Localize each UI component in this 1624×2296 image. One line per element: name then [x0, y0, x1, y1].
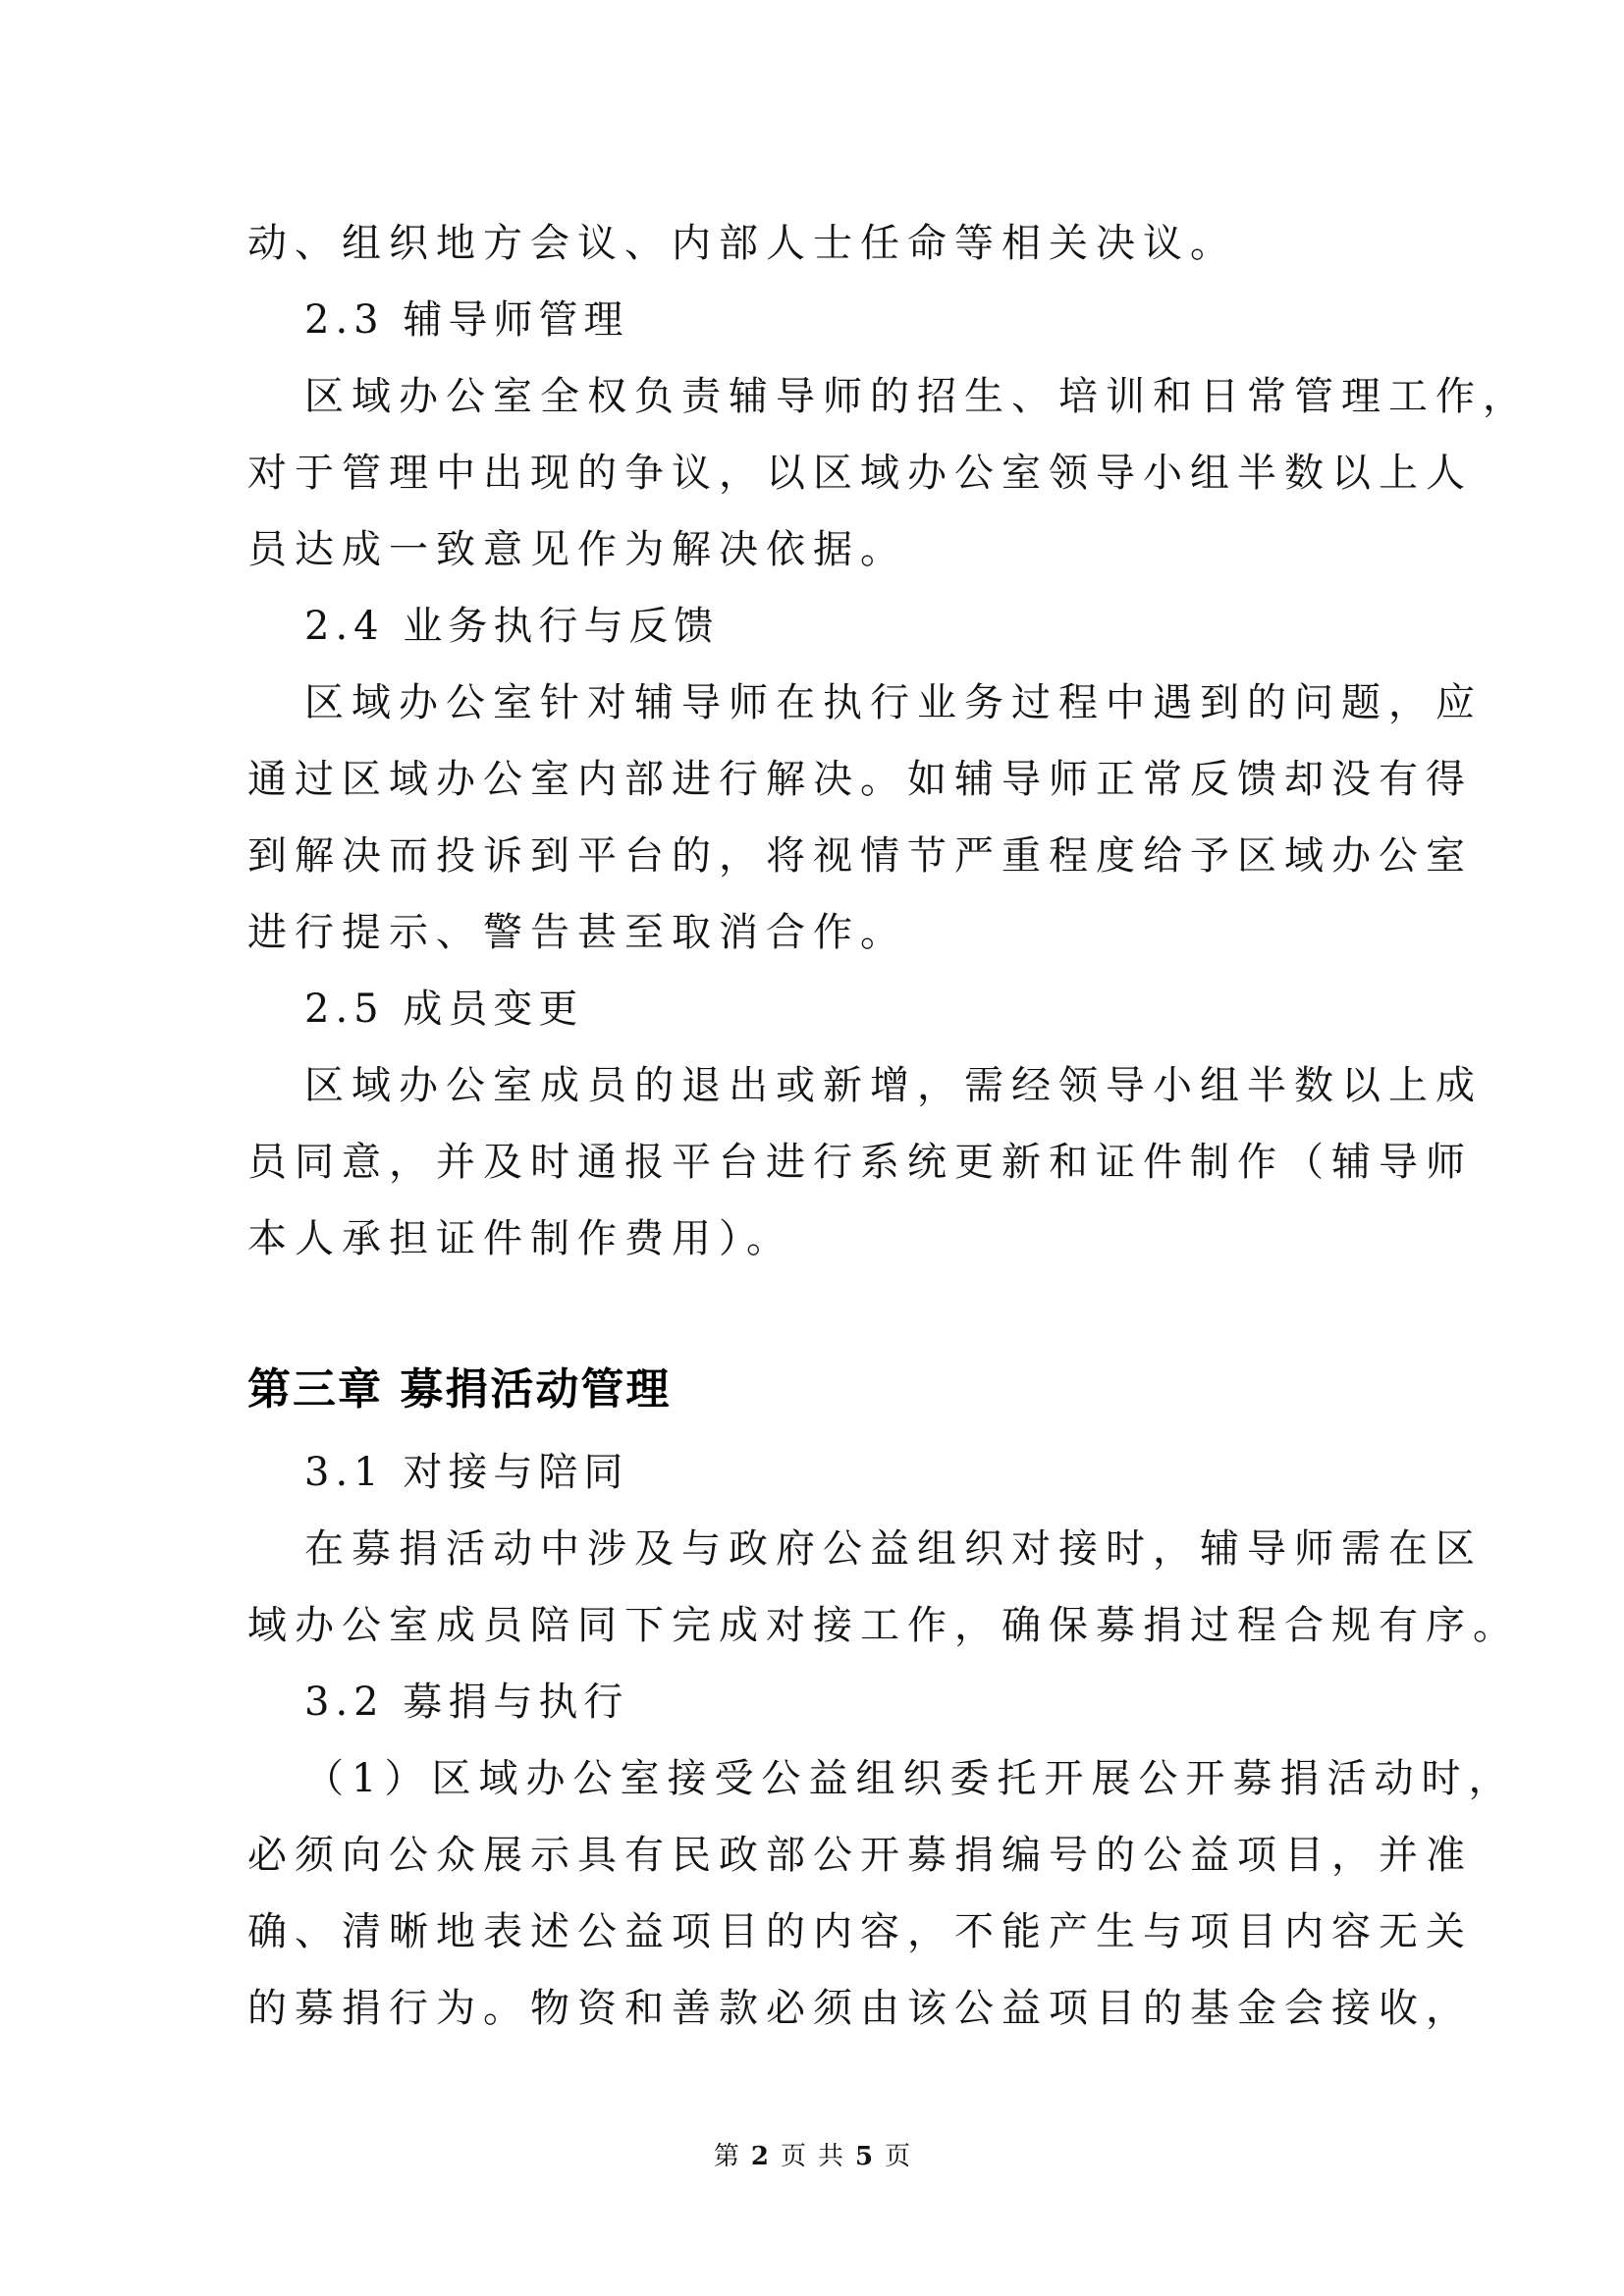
text-line: 确、清晰地表述公益项目的内容，不能产生与项目内容无关	[247, 1909, 1473, 1954]
section-heading-2-4: 2.4 业务执行与反馈	[304, 604, 720, 649]
text-line: 区域办公室全权负责辅导师的招生、培训和日常管理工作，	[304, 374, 1530, 419]
text-line: （1）区域办公室接受公益组织委托开展公开募捐活动时，	[304, 1756, 1516, 1801]
text-line: 本人承担证件制作费用）。	[247, 1216, 793, 1261]
text-line: 到解决而投诉到平台的，将视情节严重程度给予区域办公室	[247, 833, 1473, 879]
text-line: 区域办公室成员的退出或新增，需经领导小组半数以上成	[304, 1063, 1483, 1108]
text-line: 必须向公众展示具有民政部公开募捐编号的公益项目，并准	[247, 1833, 1473, 1878]
chapter-title: 第三章 募捐活动管理	[247, 1364, 672, 1415]
page-footer	[0, 2136, 1624, 2172]
text-line: 通过区域办公室内部进行解决。如辅导师正常反馈却没有得	[247, 757, 1473, 802]
text-line: 动、组织地方会议、内部人士任命等相关决议。	[247, 221, 1237, 266]
text-line: 区域办公室针对辅导师在执行业务过程中遇到的问题，应	[304, 680, 1483, 725]
text-line: 员达成一致意见作为解决依据。	[247, 527, 907, 572]
footer-prefix: 第	[713, 2142, 739, 2171]
section-heading-3-2: 3.2 募捐与执行	[304, 1680, 629, 1725]
text-line: 域办公室成员陪同下完成对接工作，确保募捐过程合规有序。	[247, 1603, 1520, 1648]
total-pages: 5	[855, 2142, 874, 2171]
section-heading-2-5: 2.5 成员变更	[304, 987, 584, 1032]
footer-page-label: 页	[780, 2142, 806, 2171]
section-heading-2-3: 2.3 辅导师管理	[304, 297, 629, 343]
text-line: 员同意，并及时通报平台进行系统更新和证件制作（辅导师	[247, 1140, 1473, 1185]
text-line: 进行提示、警告甚至取消合作。	[247, 910, 907, 955]
text-line: 的募捐行为。物资和善款必须由该公益项目的基金会接收，	[247, 1986, 1473, 2031]
page-number: 2	[750, 2142, 769, 2171]
text-line: 对于管理中出现的争议，以区域办公室领导小组半数以上人	[247, 451, 1473, 496]
footer-total-label: 共	[818, 2142, 844, 2171]
section-heading-3-1: 3.1 对接与陪同	[304, 1450, 629, 1495]
text-line: 在募捐活动中涉及与政府公益组织对接时，辅导师需在区	[304, 1526, 1483, 1572]
footer-suffix: 页	[885, 2142, 911, 2171]
